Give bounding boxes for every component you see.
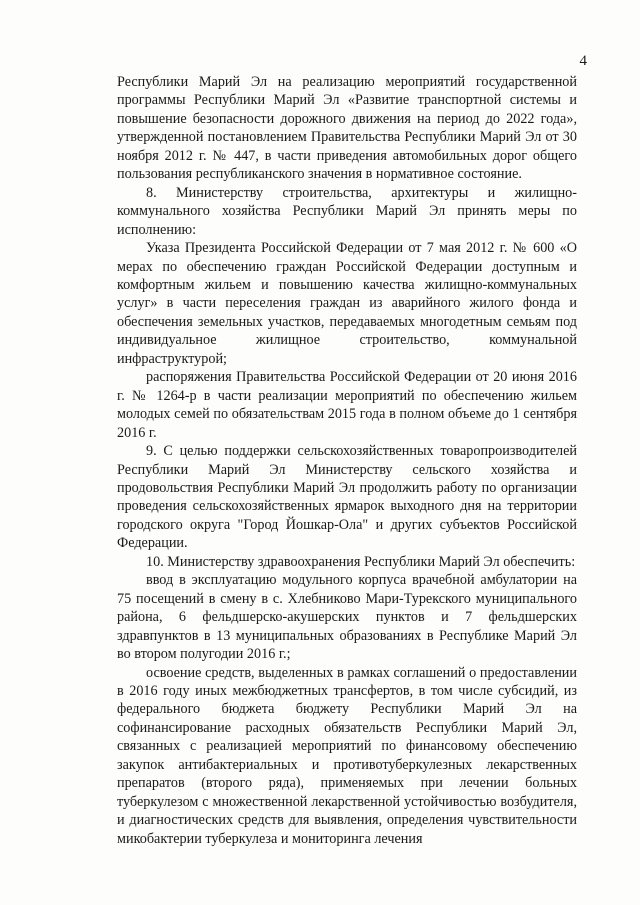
paragraph-item-10-health-ministry: 10. Министерству здравоохранения Республики Марий Эл обеспечить: bbox=[146, 553, 576, 570]
document-body bbox=[117, 73, 577, 848]
paragraph-presidential-decree-600: Указа Президента Российской Федерации от 7 мая 2012 г. № 600 «О мерах по обеспечению граждан Российской Федерации доступным и комфортным жильем и повышению качества жилищно-коммунальных услуг» в части переселения граждан из аварийного жилого фонда и обеспечения земельных участков, передаваемых многодетным семьям под индивидуальное жилищное строительство, коммунальной инфраструктурой; bbox=[117, 240, 577, 367]
paragraph-funds-utilization: освоение средств, выделенных в рамках соглашений о предоставлении в 2016 году иных межбюджетных трансфертов, в том числе субсидий, из федерального бюджета бюджету Республики Марий Эл на софинансирование расходных обязательств Республики Марий Эл, связанных с реализацией мероприятий по финансовому обеспечению закупок антибактериальных и противотуберкулезных лекарственных препаратов (второго ряда), применяемых при лечении больных туберкулезом с множественной лекарственной устойчивостью возбудителя, и диагностических средств для выявления, определения чувствительности микобактерии туберкулеза и мониторинга лечения bbox=[117, 664, 577, 847]
paragraph-ambulatory-commissioning: ввод в эксплуатацию модульного корпуса врачебной амбулатории на 75 посещений в смену в с. Хлебниково Мари-Турекского муниципального района, 6 фельдшерско-акушерских пунктов и 7 фельдшерских здравпунктов в 13 муниципальных образованиях в Республике Марий Эл во втором полугодии 2016 г.; bbox=[117, 572, 577, 663]
paragraph-transport-program: Республики Марий Эл на реализацию мероприятий государственной программы Республики Марий Эл «Развитие транспортной системы и повышение безопасности дорожного движения на период до 2022 года», утвержденной постановлением Правительства Республики Марий Эл от 30 ноября 2012 г. № 447, в части приведения автомобильных дорог общего пользования республиканского значения в нормативное состояние. bbox=[117, 74, 577, 183]
paragraph-item-9-agriculture: 9. С целью поддержки сельскохозяйственных товаропроизводителей Республики Марий Эл Министерству сельского хозяйства и продовольствия Республики Марий Эл продолжить работу по организации проведения сельскохозяйственных ярмарок выходного дня на территории городского округа "Город Йошкар-Ола" и других субъектов Российской Федерации. bbox=[117, 443, 577, 552]
page-number: 4 bbox=[579, 53, 587, 69]
paragraph-government-order-1264: распоряжения Правительства Российской Федерации от 20 июня 2016 г. № 1264-р в части реализации мероприятий по обеспечению жильем молодых семей по обязательствам 2015 года в полном объеме до 1 сентября 2016 г. bbox=[117, 369, 577, 441]
paragraph-item-8-construction-ministry: 8. Министерству строительства, архитектуры и жилищно-коммунального хозяйства Республики Марий Эл принять меры по исполнению: bbox=[117, 184, 577, 238]
